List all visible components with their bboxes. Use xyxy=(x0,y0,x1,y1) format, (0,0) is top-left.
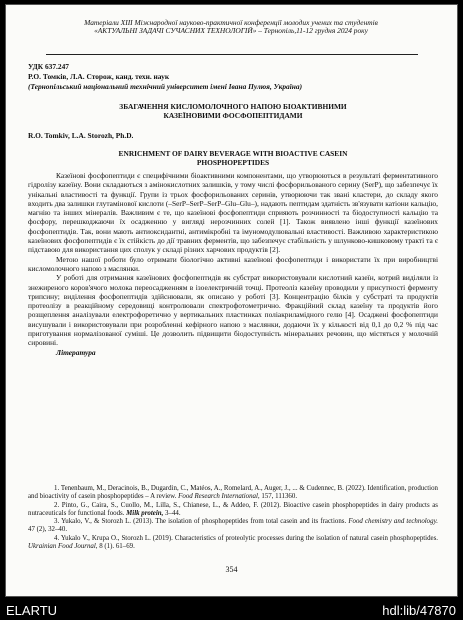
literature-heading: Література xyxy=(56,347,96,357)
title-ua xyxy=(28,102,438,121)
authors-ua: Р.О. Томків, Л.А. Сторож, канд. техн. наук xyxy=(28,72,170,81)
title-en xyxy=(28,149,438,168)
title-en-line1: ENRICHMENT OF DAIRY BEVERAGE WITH BIOACTIVE CASEIN xyxy=(118,149,348,158)
reference-item: 1. Tenenbaum, M., Deracinois, B., Dugardin, C., Matéos, A., Romelard, A., Auger, J., ... & Cudennec, B. (2022). Identification, production and bioactivity of casein phosphopeptides – A review. Food Research International, 157, 111360. xyxy=(28,485,438,501)
paragraph-intro: Казеїнові фосфопептиди є специфічними біоактивними компонентами, що утворюються в результаті ферментативного гідролізу казеїну. Вони складаються з амінокислотних залишків, у тому числі фосфорильованого серину (SerP), що забезпечує їх унікальні властивості та функції. Групи із трьох фосфорильованих серинів, утворюючи так звані кластери, до складу якого входить два залишки глутамінової кислоти (–SerP–SerP–SerP–Glu–Glu–), надають пептидам здатність зв'язувати катіони кальцію, магнію та інших мінералів. Важливим є те, що казеїнові фосфопептиди сприяють розчинності та біодоступності кальцію та фосфору, перешкоджаючи їх осадженню у вигляді нерозчинних солей [1]. Також виявлено інші функції казеїнових фосфопептидів. Так, вони мають антиоксидантні, антимікробні та імуномодулювальні властивості. Важливою характеристикою казеїнових фосфопептидів є їх стійкість до дії травних ферментів, що забезпечує стабільність у шлунково-кишковому тракті та є підставою для використання цих сполук у складі різних харчових продуктів [2]. xyxy=(28,171,438,255)
reference-item: 4. Yukalo V., Krupa O., Storozh L. (2019). Characteristics of proteolytic processes during the isolation of natural casein phosphopeptides. Ukrainian Food Journal, 8 (1). 61–69. xyxy=(28,534,439,551)
handle-link[interactable]: hdl:lib/47870 xyxy=(382,603,456,618)
article-body xyxy=(28,171,438,357)
title-ua-line1: ЗБАГАЧЕННЯ КИСЛОМОЛОЧНОГО НАПОЮ БІОАКТИВНИМИ xyxy=(119,102,347,111)
reference-item: 3. Yukalo, V., & Storozh L. (2013). The isolation of phosphopeptides from total casein and its fractions. Food chemistry and technology. 47 (2), 32–40. xyxy=(28,518,438,534)
title-ua-line2: КАЗЕЇНОВИМИ ФОСФОПЕПТИДАМИ xyxy=(163,111,303,121)
header-rule xyxy=(46,54,418,55)
affiliation: (Тернопільський національний технічний університет імені Івана Пулюя, Україна) xyxy=(28,82,303,91)
title-en-line2: PHOSPHOPEPTIDES xyxy=(196,158,270,168)
viewer-footer xyxy=(0,597,463,620)
authors-en: R.O. Tomkiv, L.A. Storozh, Ph.D. xyxy=(28,131,134,140)
conference-header-line1: Матеріали XIII Міжнародної науково-практичної конференції молодих учених та студентів xyxy=(84,18,378,27)
document-page xyxy=(5,4,458,597)
reference-item: 2. Pinto, G., Caira, S., Cuollo, M., Lilla, S., Chianese, L., & Addeo, F. (2012). Bioactive casein phosphopeptides in dairy products as nutraceuticals for functional foods. Milk protein, 3–44. xyxy=(28,501,438,517)
conference-header-line2: «АКТУАЛЬНІ ЗАДАЧІ СУЧАСНИХ ТЕХНОЛОГІЙ» – Тернопіль,11-12 грудня 2024 року xyxy=(94,26,368,36)
repository-name: ELARTU xyxy=(6,603,58,618)
page-number: 354 xyxy=(225,565,238,574)
reference-list xyxy=(28,485,438,551)
paragraph-aim: Метою нашої роботи було отримати біологічно активні казеїнові фосфопептиди і використати їх при виробництві кисломолочного напою з маслянки. xyxy=(28,254,438,273)
conference-header xyxy=(46,19,416,36)
paragraph-methods: У роботі для отримання казеїнових фосфопептидів як субстрат використовували кислотний казеїн, котрий виділяли із знежиреного коров'ячого молока переосадженням в ізоелектричній точці. Протеоліз казеїну проводили у присутності ферменту трипсину; виділення фосфопептидів здійснювали, як описано у роботі [3]. Концентрацію білків у субстраті та продуктів протеолізу в реакційному середовищі контролювали спектрофотометрично. Фракційний склад казеїну та продуктів його розщеплення аналізували електрофоретично у вертикальних пластинках поліакриламідного гелю [4]. Осаджені фосфопептиди висушували і використовували при розробленні кефірного напою з маслянки, додаючи їх у кількості від 0,1 до 0,2 % під час приготування нормалізованої суміші. Це дозволить підвищити біодоступність мінеральних речовин, що містяться у молочній сировині. xyxy=(28,273,438,348)
udk-code: УДК 637.247 xyxy=(28,62,69,71)
